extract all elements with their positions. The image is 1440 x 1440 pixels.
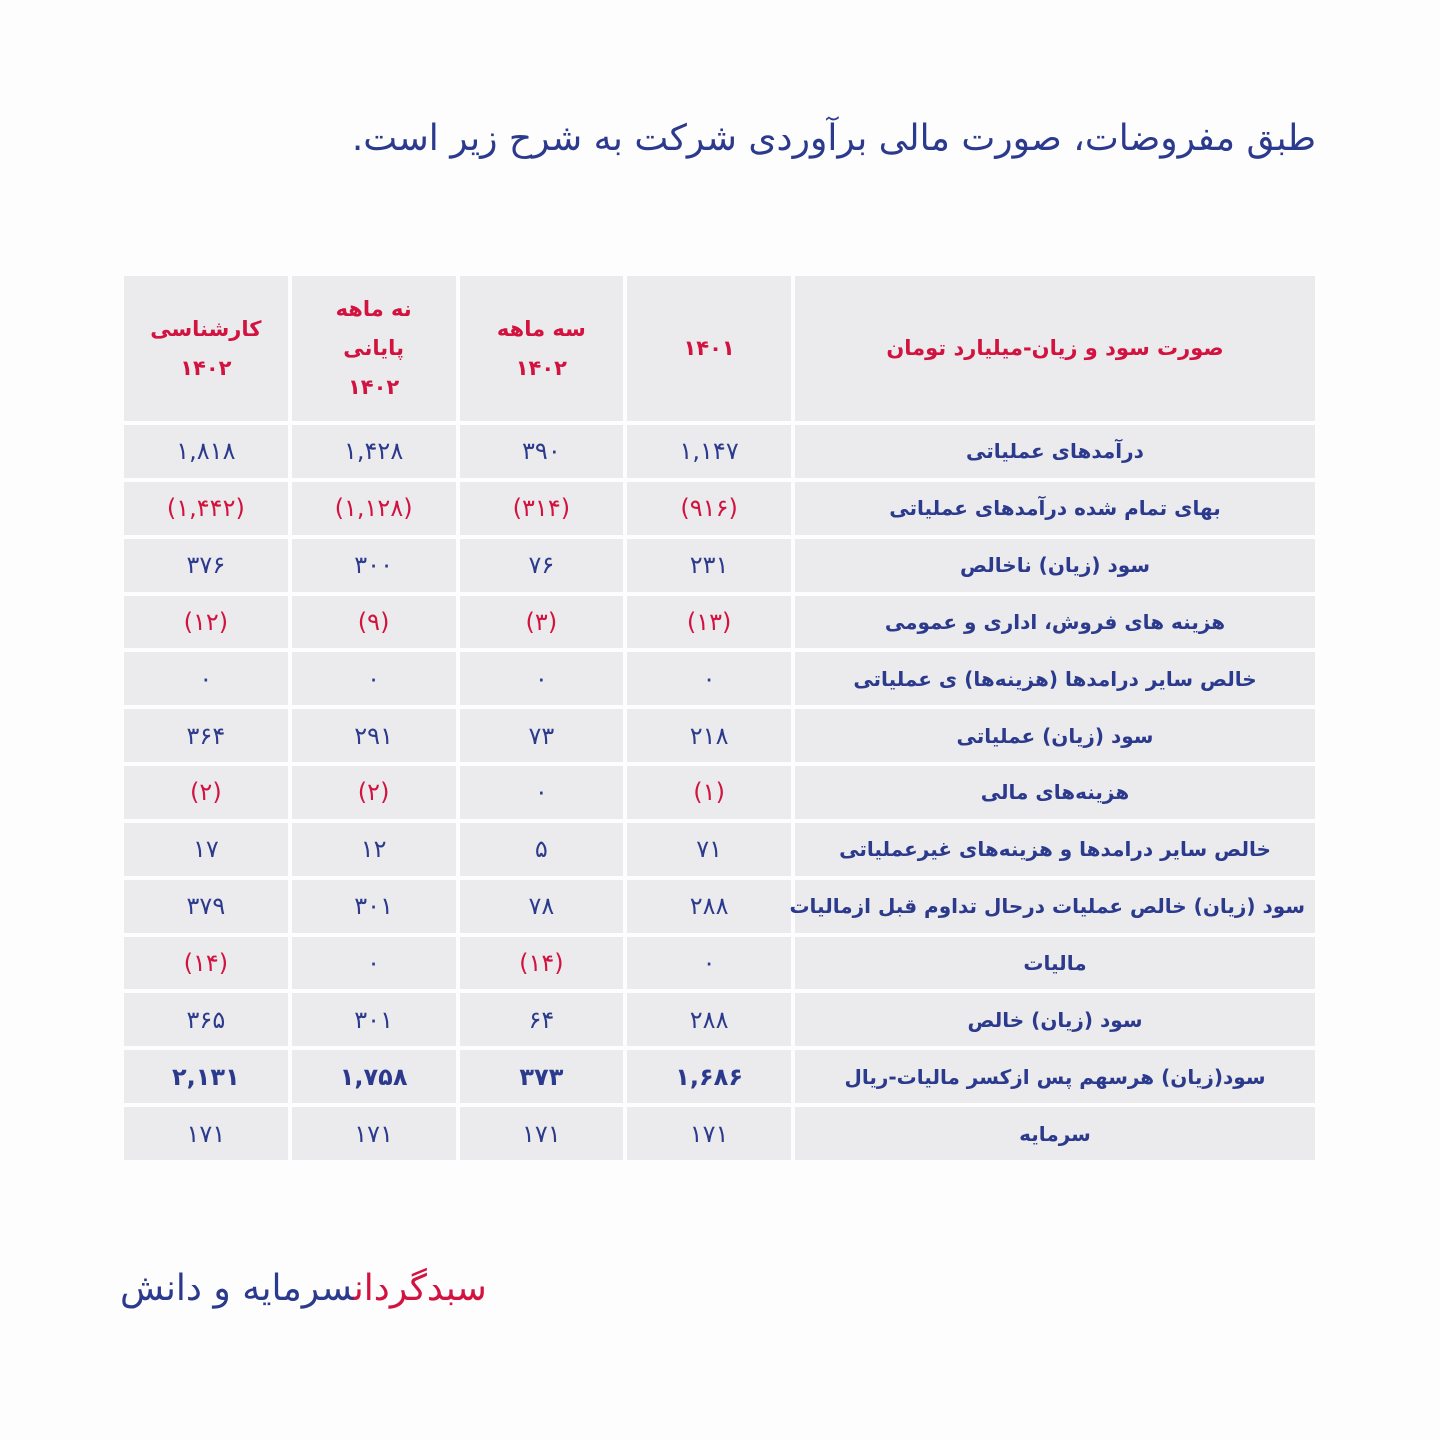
table-row (124, 482, 1315, 535)
cell-expert: ۳۶۵ (124, 993, 288, 1046)
cell-9month: ۲۹۱ (292, 709, 456, 762)
table-row (124, 596, 1315, 649)
cell-3month: ۳۹۰ (460, 425, 624, 478)
cell-9month: ۳۰۰ (292, 539, 456, 592)
row-label: سرمایه (795, 1107, 1315, 1160)
cell-3month: ۱۷۱ (460, 1107, 624, 1160)
table-row (124, 425, 1315, 478)
row-label: هزینه های فروش، اداری و عمومی (795, 596, 1315, 649)
row-label: سود (زیان) خالص (795, 993, 1315, 1046)
cell-9month: ۰ (292, 937, 456, 990)
cell-1401: ۷۱ (627, 823, 791, 876)
cell-1401: ۲۸۸ (627, 993, 791, 1046)
header-3month-1402: سه ماهه ۱۴۰۲ (460, 276, 624, 421)
cell-1401: ۱,۱۴۷ (627, 425, 791, 478)
cell-expert: (۱۴) (124, 937, 288, 990)
cell-3month: ۳۷۳ (460, 1050, 624, 1103)
cell-3month: ۶۴ (460, 993, 624, 1046)
table-row (124, 766, 1315, 819)
cell-9month: ۰ (292, 652, 456, 705)
cell-1401: ۲۸۸ (627, 880, 791, 933)
cell-1401: ۲۳۱ (627, 539, 791, 592)
cell-1401: ۲۱۸ (627, 709, 791, 762)
cell-3month: ۷۶ (460, 539, 624, 592)
cell-3month: (۳) (460, 596, 624, 649)
cell-1401: ۱۷۱ (627, 1107, 791, 1160)
cell-9month: (۹) (292, 596, 456, 649)
cell-3month: (۳۱۴) (460, 482, 624, 535)
table-row (124, 1107, 1315, 1160)
cell-expert: ۱,۸۱۸ (124, 425, 288, 478)
cell-3month: ۷۸ (460, 880, 624, 933)
cell-3month: ۰ (460, 652, 624, 705)
brand-main-text: سرمایه و دانش (120, 1268, 354, 1309)
cell-1401: (۱۳) (627, 596, 791, 649)
row-label: مالیات (795, 937, 1315, 990)
cell-expert: (۱۲) (124, 596, 288, 649)
row-label: هزینه‌های مالی (795, 766, 1315, 819)
header-1401: ۱۴۰۱ (627, 276, 791, 421)
table-row (124, 823, 1315, 876)
table-header-row (124, 276, 1315, 421)
cell-9month: ۱۲ (292, 823, 456, 876)
row-label: خالص سایر درامدها (هزینه‌ها) ی عملیاتی (795, 652, 1315, 705)
cell-9month: ۳۰۱ (292, 880, 456, 933)
cell-1401: (۹۱۶) (627, 482, 791, 535)
cell-9month: ۱,۷۵۸ (292, 1050, 456, 1103)
cell-3month: ۰ (460, 766, 624, 819)
table-row (124, 539, 1315, 592)
income-statement-table (120, 272, 1319, 1164)
table-row (124, 880, 1315, 933)
row-label: سود (زیان) ناخالص (795, 539, 1315, 592)
cell-3month: (۱۴) (460, 937, 624, 990)
row-label: بهای تمام شده درآمدهای عملیاتی (795, 482, 1315, 535)
table-row (124, 993, 1315, 1046)
cell-expert: ۲,۱۳۱ (124, 1050, 288, 1103)
table-row (124, 1050, 1315, 1103)
cell-1401: ۰ (627, 652, 791, 705)
cell-expert: ۱۷ (124, 823, 288, 876)
row-label: سود (زیان) خالص عملیات درحال تداوم قبل ازمالیات (795, 880, 1315, 933)
cell-9month: (۲) (292, 766, 456, 819)
cell-3month: ۵ (460, 823, 624, 876)
cell-9month: (۱,۱۲۸) (292, 482, 456, 535)
header-label: صورت سود و زیان-میلیارد تومان (795, 276, 1315, 421)
cell-9month: ۱۷۱ (292, 1107, 456, 1160)
header-expert-1402: کارشناسی ۱۴۰۲ (124, 276, 288, 421)
table-row (124, 937, 1315, 990)
cell-3month: ۷۳ (460, 709, 624, 762)
cell-expert: ۳۶۴ (124, 709, 288, 762)
cell-expert: ۱۷۱ (124, 1107, 288, 1160)
row-label: سود(زیان) هرسهم پس ازکسر مالیات-ریال (795, 1050, 1315, 1103)
cell-expert: ۳۷۹ (124, 880, 288, 933)
cell-expert: ۳۷۶ (124, 539, 288, 592)
brand-logo (120, 1268, 487, 1309)
row-label: خالص سایر درامدها و هزینه‌های غیرعملیاتی (795, 823, 1315, 876)
row-label: سود (زیان) عملیاتی (795, 709, 1315, 762)
cell-9month: ۱,۴۲۸ (292, 425, 456, 478)
cell-1401: ۰ (627, 937, 791, 990)
row-label: درآمدهای عملیاتی (795, 425, 1315, 478)
cell-1401: ۱,۶۸۶ (627, 1050, 791, 1103)
intro-text: طبق مفروضات، صورت مالی برآوردی شرکت به شرح زیر است. (351, 118, 1316, 159)
cell-expert: ۰ (124, 652, 288, 705)
cell-expert: (۱,۴۴۲) (124, 482, 288, 535)
cell-9month: ۳۰۱ (292, 993, 456, 1046)
table-row (124, 709, 1315, 762)
cell-1401: (۱) (627, 766, 791, 819)
brand-accent-text: سبدگردان (353, 1268, 487, 1309)
header-9month-1402: نه ماهه پایانی ۱۴۰۲ (292, 276, 456, 421)
cell-expert: (۲) (124, 766, 288, 819)
table-row (124, 652, 1315, 705)
